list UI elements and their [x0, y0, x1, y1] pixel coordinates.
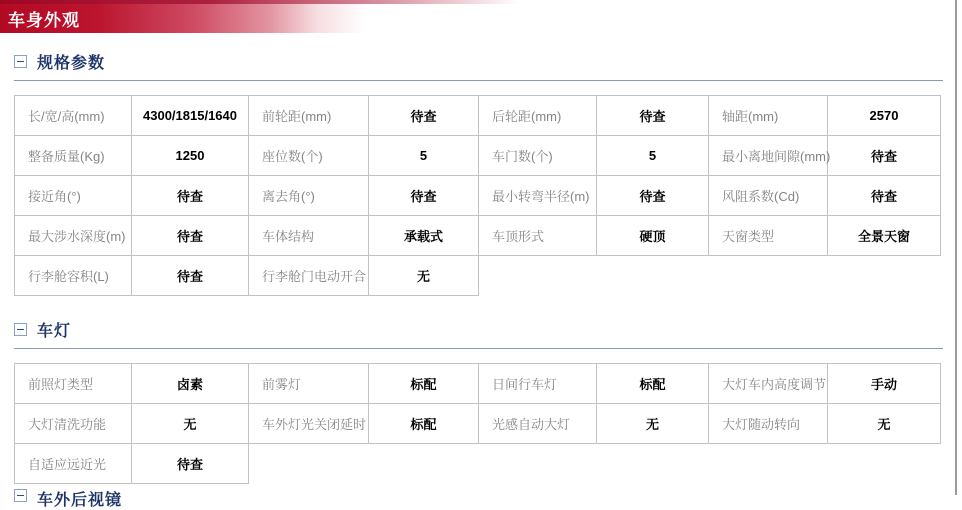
section-banner [0, 0, 962, 33]
param-value: 待查 [132, 176, 249, 216]
param-value: 卤素 [132, 364, 249, 404]
param-value: 无 [828, 404, 941, 444]
page-title: 车身外观 [8, 11, 80, 30]
param-label: 日间行车灯 [479, 364, 597, 404]
param-label: 前照灯类型 [15, 364, 132, 404]
param-value: 待查 [369, 176, 479, 216]
table-row [15, 176, 941, 216]
param-label: 座位数(个) [249, 136, 369, 176]
param-value: 硬顶 [597, 216, 709, 256]
param-value: 1250 [132, 136, 249, 176]
param-label: 轴距(mm) [709, 96, 828, 136]
param-value: 全景天窗 [828, 216, 941, 256]
spec-table [14, 95, 941, 296]
param-label: 行李舱容积(L) [15, 256, 132, 296]
param-value: 2570 [828, 96, 941, 136]
param-value: 待查 [828, 176, 941, 216]
minus-glyph [17, 61, 24, 62]
param-label: 车门数(个) [479, 136, 597, 176]
param-label: 最小转弯半径(m) [479, 176, 597, 216]
param-label: 大灯清洗功能 [15, 404, 132, 444]
param-label: 行李舱门电动开合 [249, 256, 369, 296]
param-label: 前雾灯 [249, 364, 369, 404]
section-header-spec [14, 50, 943, 81]
param-label: 离去角(°) [249, 176, 369, 216]
param-value: 待查 [597, 176, 709, 216]
param-value: 无 [597, 404, 709, 444]
param-value: 待查 [369, 96, 479, 136]
param-label: 车体结构 [249, 216, 369, 256]
param-label: 风阻系数(Cd) [709, 176, 828, 216]
next-section-title: 车外后视镜 [37, 492, 123, 509]
table-row [15, 96, 941, 136]
banner-body [0, 4, 962, 33]
lights-table [14, 363, 941, 484]
table-row [15, 136, 941, 176]
page-right-border [955, 0, 957, 495]
section-header-lights [14, 318, 943, 349]
param-value: 标配 [597, 364, 709, 404]
table-row [15, 364, 941, 404]
minus-box-icon[interactable] [14, 489, 27, 502]
table-row [15, 216, 941, 256]
next-section-header-partial [14, 487, 122, 510]
param-label: 后轮距(mm) [479, 96, 597, 136]
param-label: 长/宽/高(mm) [15, 96, 132, 136]
param-value: 标配 [369, 404, 479, 444]
param-label: 前轮距(mm) [249, 96, 369, 136]
section-title-lights: 车灯 [37, 323, 72, 340]
param-label: 大灯随动转向 [709, 404, 828, 444]
minus-box-icon[interactable] [14, 323, 27, 336]
param-value: 5 [597, 136, 709, 176]
param-value: 待查 [132, 216, 249, 256]
param-value: 待查 [132, 444, 249, 484]
sections-container [14, 33, 943, 484]
param-label: 接近角(°) [15, 176, 132, 216]
param-label: 最大涉水深度(m) [15, 216, 132, 256]
param-value: 手动 [828, 364, 941, 404]
table-row [15, 404, 941, 444]
minus-glyph [17, 495, 24, 496]
param-label: 车顶形式 [479, 216, 597, 256]
section-title-spec: 规格参数 [37, 55, 106, 72]
param-label: 自适应远近光 [15, 444, 132, 484]
param-value: 5 [369, 136, 479, 176]
param-value: 待查 [828, 136, 941, 176]
param-label: 天窗类型 [709, 216, 828, 256]
minus-glyph [17, 329, 24, 330]
param-value: 4300/1815/1640 [132, 96, 249, 136]
param-value: 承载式 [369, 216, 479, 256]
minus-box-icon[interactable] [14, 55, 27, 68]
param-label: 光感自动大灯 [479, 404, 597, 444]
param-value: 待查 [597, 96, 709, 136]
param-label: 最小离地间隙(mm) [709, 136, 828, 176]
param-label: 大灯车内高度调节 [709, 364, 828, 404]
param-label: 车外灯光关闭延时 [249, 404, 369, 444]
param-label: 整备质量(Kg) [15, 136, 132, 176]
table-row [15, 444, 941, 484]
table-row [15, 256, 941, 296]
param-value: 无 [369, 256, 479, 296]
param-value: 标配 [369, 364, 479, 404]
param-value: 无 [132, 404, 249, 444]
param-value: 待查 [132, 256, 249, 296]
